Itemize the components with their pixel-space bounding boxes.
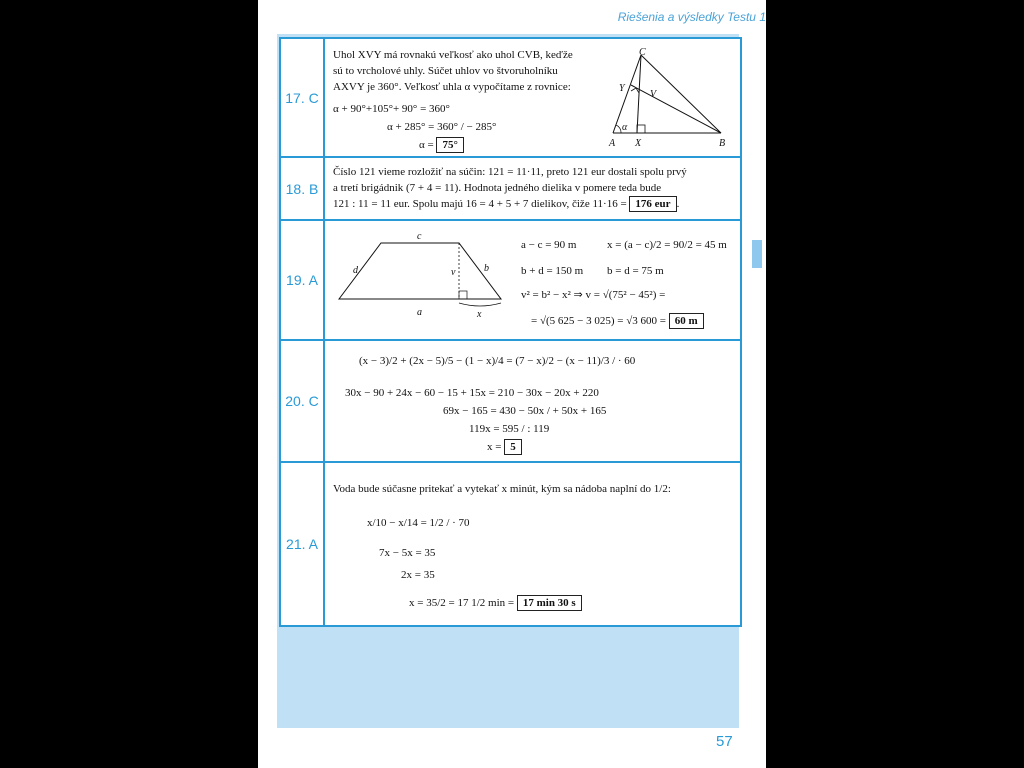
label-d: d [353, 265, 358, 276]
solution-row-19 [281, 219, 740, 339]
label-b: b [484, 263, 489, 274]
label-y: Y [619, 83, 625, 94]
row-label: 18. B [281, 158, 325, 219]
equation-line: x/10 − x/14 = 1/2 / · 70 [367, 517, 470, 529]
equation-line: α + 90°+105°+ 90° = 360° [333, 103, 450, 115]
segment-cx [637, 55, 641, 133]
equation-lhs: α = [419, 139, 434, 151]
equation-line [487, 439, 522, 455]
text-line: a tretí brigádnik (7 + 4 = 11). Hodnota jedného dielika v pomere teda bude [333, 182, 662, 194]
segment-yb [631, 85, 721, 133]
equation-line: b + d = 150 m [521, 265, 584, 277]
answer-box: 176 eur [629, 196, 676, 212]
solution-row-18 [281, 156, 740, 219]
side-tab-marker [752, 240, 762, 268]
row-content [325, 341, 740, 461]
equation-line: α + 285° = 360° / − 285° [387, 121, 497, 133]
label-v: V [650, 89, 657, 100]
row-label: 21. A [281, 463, 325, 625]
label-alpha: α [622, 122, 628, 133]
equation-lhs: x = 35/2 = 17 1/2 min = [409, 597, 515, 609]
label-x: X [635, 138, 642, 149]
row-label: 17. C [281, 39, 325, 156]
row-label: 20. C [281, 341, 325, 461]
equation-line [531, 313, 704, 329]
page-number: 57 [716, 733, 733, 750]
right-angle-mark-x [637, 125, 645, 133]
equation-lhs: = √(5 625 − 3 025) = √3 600 = [531, 315, 666, 327]
row-content [325, 221, 740, 339]
row-content [325, 158, 740, 219]
text-line: Uhol XVY má rovnakú veľkosť ako uhol CVB, keďže [333, 49, 573, 61]
right-angle-mark [459, 291, 467, 299]
equation-line [409, 595, 582, 611]
x-brace [459, 303, 501, 306]
trailing-period: . [676, 198, 680, 210]
equation-line: a − c = 90 m [521, 239, 577, 251]
text-line: sú to vrcholové uhly. Súčet uhlov vo štvoruholníku [333, 65, 558, 77]
text-line-start: 121 : 11 = 11 eur. Spolu majú 16 = 4 + 5 + 7 dielikov, čiže 11·16 = [333, 198, 627, 210]
equation-line [419, 137, 464, 153]
equation-line: 69x − 165 = 430 − 50x / + 50x + 165 [443, 405, 607, 417]
answer-box: 5 [504, 439, 522, 455]
label-v: v [451, 267, 456, 278]
label-c: C [639, 47, 646, 58]
text-line: AXVY je 360°. Veľkosť uhla α vypočítame z rovnice: [333, 81, 571, 93]
page-header: Riešenia a výsledky Testu 1 [617, 10, 766, 24]
equation-line: 7x − 5x = 35 [379, 547, 436, 559]
solutions-table [279, 37, 742, 627]
row-content [325, 463, 740, 625]
label-b: B [719, 138, 726, 149]
equation-line: 30x − 90 + 24x − 60 − 15 + 15x = 210 − 30x − 20x + 220 [345, 387, 599, 399]
equation-line: 119x = 595 / : 119 [469, 423, 550, 435]
equation-line: v² = b² − x² ⇒ v = √(75² − 45²) = [521, 289, 666, 301]
angle-alpha-arc [616, 125, 621, 133]
text-line: Voda bude súčasne pritekať a vytekať x minút, kým sa nádoba naplní do 1/2: [333, 483, 671, 495]
equation-lhs: x = [487, 441, 502, 453]
text-line [333, 196, 679, 212]
trapezoid-figure [331, 229, 511, 321]
solution-row-21 [281, 461, 740, 625]
label-a: a [417, 307, 422, 318]
equation-line: (x − 3)/2 + (2x − 5)/5 − (1 − x)/4 = (7 − x)/2 − (x − 11)/3 / · 60 [359, 355, 636, 367]
row-label: 19. A [281, 221, 325, 339]
answer-box: 75° [436, 137, 463, 153]
answer-box: 17 min 30 s [517, 595, 582, 611]
label-a: A [609, 138, 616, 149]
trapezoid-shape [339, 243, 501, 299]
equation-line: 2x = 35 [401, 569, 435, 581]
row-content [325, 39, 740, 156]
equation-line: x = (a − c)/2 = 90/2 = 45 m [607, 239, 727, 251]
equation-line: b = d = 75 m [607, 265, 664, 277]
label-c: c [417, 231, 422, 242]
answer-box: 60 m [669, 313, 704, 329]
triangle-figure [595, 47, 735, 151]
solution-row-17 [281, 39, 740, 156]
text-line: Číslo 121 vieme rozložiť na súčin: 121 = 11·11, preto 121 eur dostali spolu prvý [333, 166, 687, 178]
label-x: x [477, 309, 482, 320]
solution-row-20 [281, 339, 740, 461]
